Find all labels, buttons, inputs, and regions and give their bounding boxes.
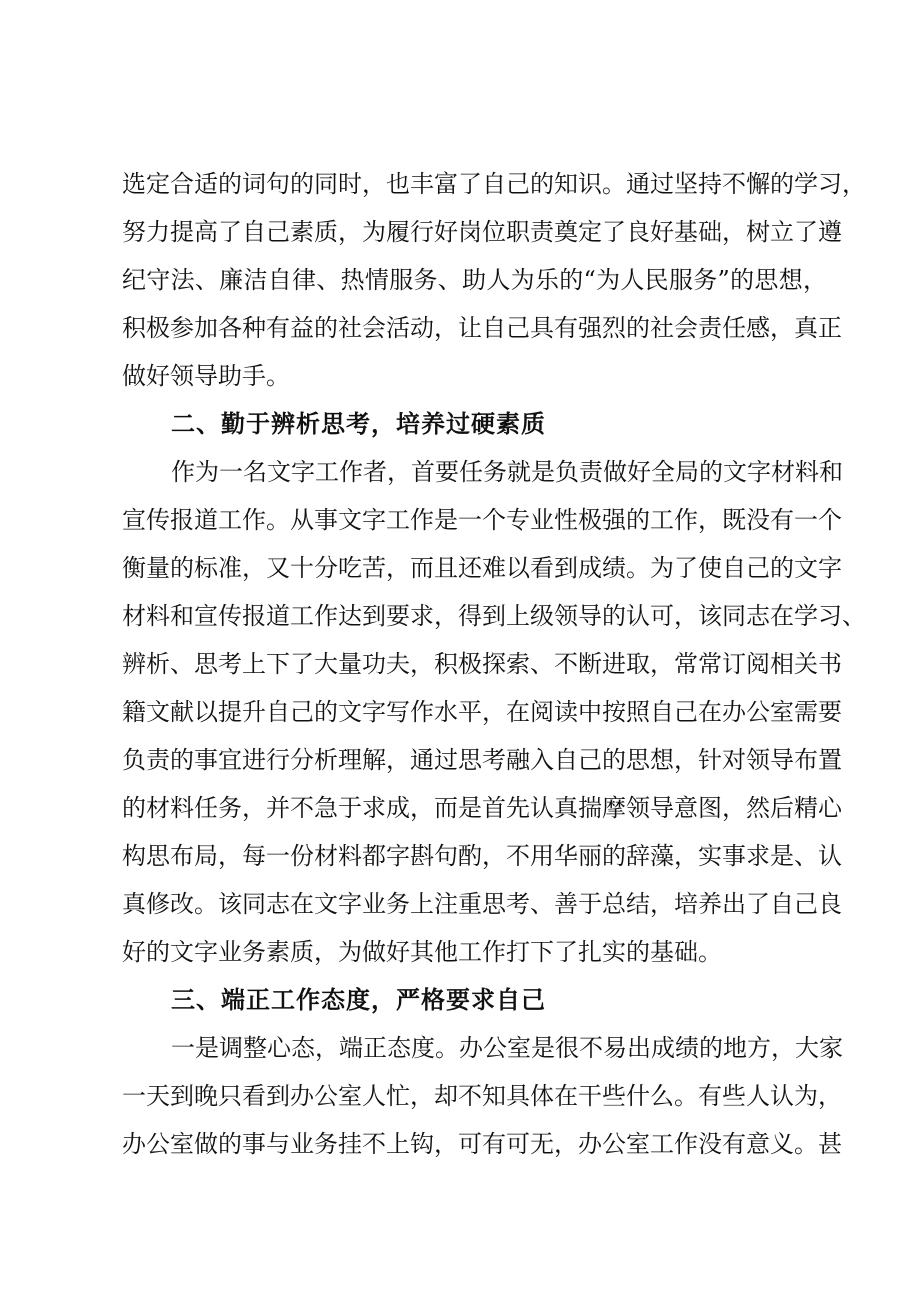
paragraph-2-line-11: 好的文字业务素质，为做好其他工作打下了扎实的基础。 [122,938,722,966]
paragraph-2-line-10: 真修改。该同志在文字业务上注重思考、善于总结，培养出了自己良 [122,890,842,918]
paragraph-2-line-2: 宣传报道工作。从事文字工作是一个专业性极强的工作，既没有一个 [122,506,842,534]
paragraph-2-line-3: 衡量的标准，又十分吃苦，而且还难以看到成绩。为了使自己的文字 [122,554,842,582]
section-heading-3: 三、端正工作态度，严格要求自己 [171,985,546,1014]
paragraph-3-line-3: 办公室做的事与业务挂不上钩，可有可无，办公室工作没有意义。甚 [122,1130,842,1158]
paragraph-1-line-2: 努力提高了自己素质，为履行好岗位职责奠定了良好基础，树立了遵 [122,218,842,246]
paragraph-2-line-8: 的材料任务，并不急于求成，而是首先认真揣摩领导意图，然后精心 [122,794,842,822]
paragraph-3-line-1: 一是调整心态，端正态度。办公室是很不易出成绩的地方，大家 [171,1034,843,1062]
paragraph-2-line-5: 辨析、思考上下了大量功夫，积极探索、不断进取，常常订阅相关书 [122,650,842,678]
paragraph-2-line-4: 材料和宣传报道工作达到要求，得到上级领导的认可，该同志在学习、 [122,602,866,630]
paragraph-1-line-1: 选定合适的词句的同时，也丰富了自己的知识。通过坚持不懈的学习， [122,170,866,198]
paragraph-2-line-1: 作为一名文字工作者，首要任务就是负责做好全局的文字材料和 [171,458,843,486]
paragraph-1-line-4: 积极参加各种有益的社会活动，让自己具有强烈的社会责任感，真正 [122,314,842,342]
paragraph-2-line-6: 籍文献以提升自己的文字写作水平，在阅读中按照自己在办公室需要 [122,698,842,726]
paragraph-2-line-9: 构思布局，每一份材料都字斟句酌，不用华丽的辞藻，实事求是、认 [122,842,842,870]
paragraph-1-line-3: 纪守法、廉洁自律、热情服务、助人为乐的“为人民服务”的思想， [122,266,827,294]
section-heading-2: 二、勤于辨析思考，培养过硬素质 [171,409,546,438]
paragraph-1-line-5: 做好领导助手。 [122,362,290,390]
paragraph-3-line-2: 一天到晚只看到办公室人忙，却不知具体在干些什么。有些人认为， [122,1082,842,1110]
paragraph-2-line-7: 负责的事宜进行分析理解，通过思考融入自己的思想，针对领导布置 [122,746,842,774]
